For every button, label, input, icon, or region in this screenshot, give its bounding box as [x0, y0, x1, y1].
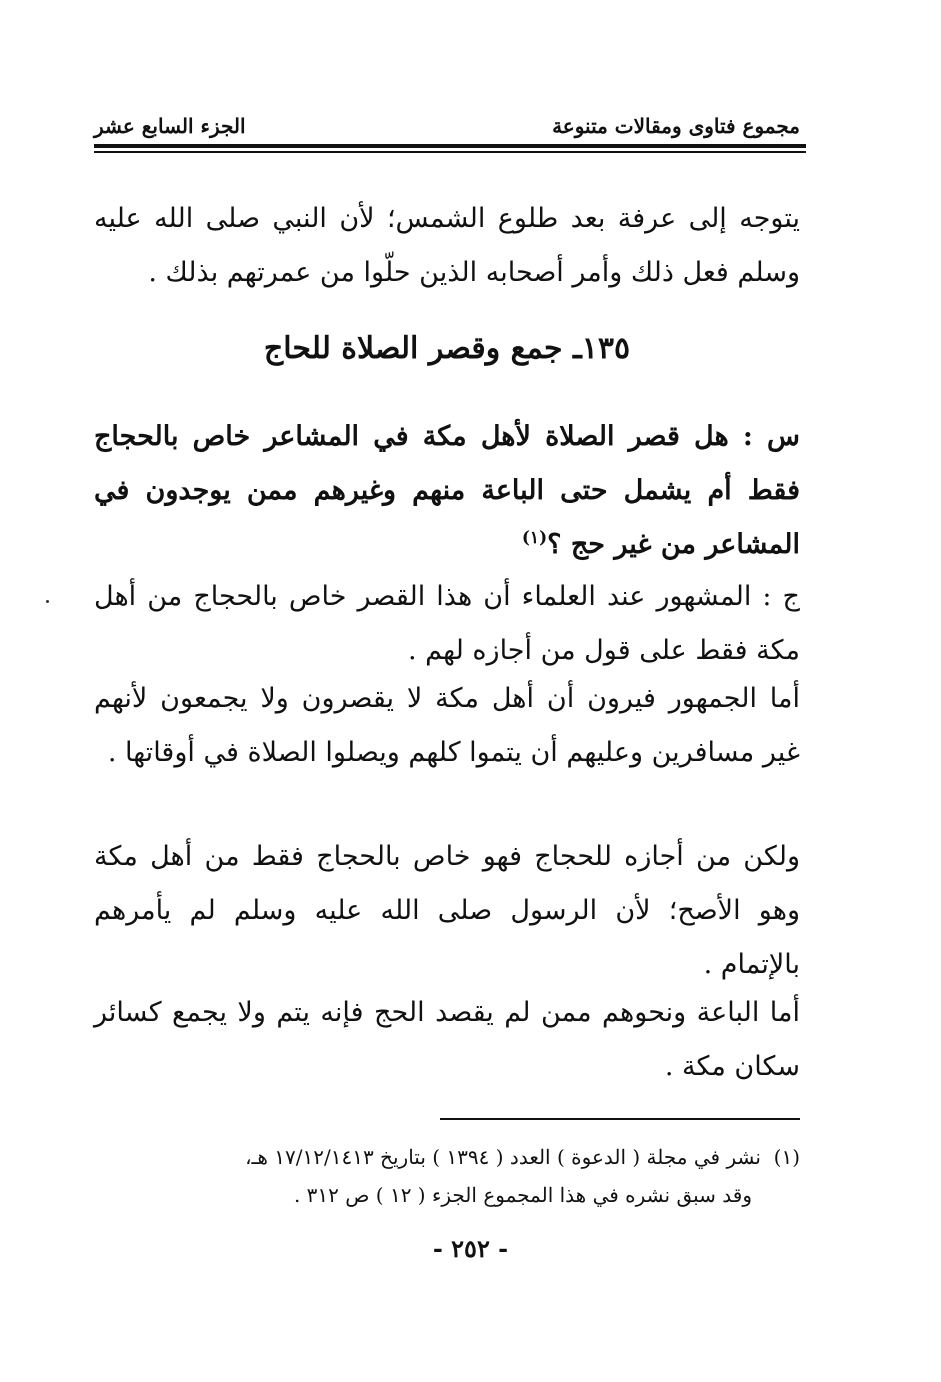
footnote — [94, 1138, 800, 1214]
section-title: ١٣٥ـ جمع وقصر الصلاة للحاج — [263, 331, 631, 366]
lakin-paragraph: ولكن من أجازه للحجاج فهو خاص بالحجاج فقط من أهل مكة وهو الأصح؛ لأن الرسول صلى الله عليه وسلم لم يأمرهم بالإتمام . — [94, 841, 800, 980]
footnote-reference: (١) — [521, 528, 548, 548]
baah-paragraph: أما الباعة ونحوهم ممن لم يقصد الحج فإنه يتم ولا يجمع كسائر سكان مكة . — [94, 997, 800, 1082]
answer-paragraph: ج : المشهور عند العلماء أن هذا القصر خاص بالحجاج من أهل مكة فقط على قول من أجازه لهم . — [94, 581, 800, 666]
volume-label: الجزء السابع عشر — [94, 114, 246, 138]
scan-speck — [46, 600, 49, 603]
question-text: س : هل قصر الصلاة لأهل مكة في المشاعر خاص بالحجاج فقط أم يشمل حتى الباعة منهم وغيرهم ممن يوجدون في المشاعر من غير حج ؟ — [94, 421, 800, 560]
running-header — [94, 110, 800, 144]
book-title: مجموع فتاوى ومقالات متنوعة — [552, 114, 800, 138]
header-rule-thin — [94, 151, 806, 153]
footnote-separator — [440, 1118, 800, 1120]
footnote-line-2: وقد سبق نشره في هذا المجموع الجزء ( ١٢ ) ص ٣١٢ . — [293, 1183, 752, 1207]
question-paragraph — [94, 410, 866, 572]
intro-paragraph: يتوجه إلى عرفة بعد طلوع الشمس؛ لأن النبي صلى الله عليه وسلم فعل ذلك وأمر أصحابه الذين حلّوا من عمرتهم بذلك . — [94, 203, 800, 288]
footnote-text-1: نشر في مجلة ( الدعوة ) العدد ( ١٣٩٤ ) بتاريخ ١٧/١٢/١٤١٣ هـ، — [245, 1145, 761, 1169]
jumhur-paragraph: أما الجمهور فيرون أن أهل مكة لا يقصرون ولا يجمعون لأنهم غير مسافرين وعليهم أن يتموا كلهم ويصلوا الصلاة في أوقاتها . — [94, 683, 800, 768]
footnote-line-1 — [94, 1138, 800, 1176]
footnote-marker: (١) — [773, 1145, 800, 1169]
page-number: - ٢٥٢ - — [432, 1234, 509, 1263]
header-rule-thick — [94, 144, 806, 148]
